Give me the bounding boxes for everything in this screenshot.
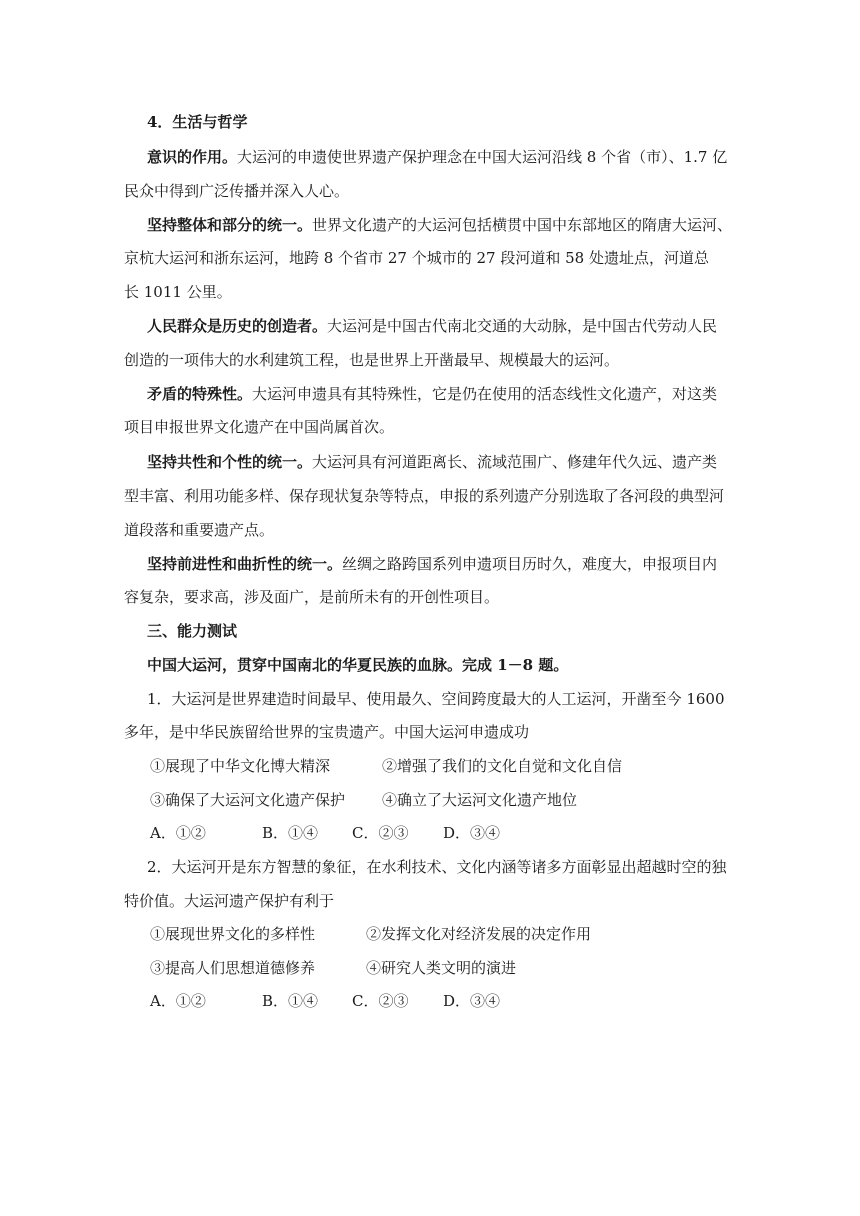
- paragraph-lead: 坚持前进性和曲折性的统一。: [147, 555, 343, 573]
- question-1-stem: 多年，是中华民族留给世界的宝贵遗产。中国大运河申遗成功: [124, 723, 530, 741]
- paragraph-text: 大运河申遗具有其特殊性，它是仍在使用的活态线性文化遗产，对这类: [252, 385, 718, 403]
- q2-option-2: ②发挥文化对经济发展的决定作用: [366, 925, 592, 943]
- paragraph-consciousness-line: [147, 147, 727, 167]
- paragraph-lead: 人民群众是历史的创造者。: [147, 317, 328, 335]
- paragraph-text: 民众中得到广泛传播并深入人心。: [124, 182, 350, 200]
- paragraph-people-creators-line: [147, 316, 717, 336]
- paragraph-text: 大运河是中国古代南北交通的大动脉，是中国古代劳动人民: [327, 317, 718, 335]
- paragraph-text: 丝绸之路跨国系列申遗项目历时久，难度大，申报项目内: [342, 555, 718, 573]
- paragraph-lead: 坚持整体和部分的统一。: [147, 216, 313, 234]
- paragraph-particularity-line: [147, 384, 717, 404]
- q2-choice-a[interactable]: A．①②: [150, 992, 206, 1010]
- q1-option-1: ①展现了中华文化博大精深: [150, 757, 331, 775]
- q2-option-1: ①展现世界文化的多样性: [150, 925, 316, 943]
- paragraph-text: 创造的一项伟大的水利建筑工程，也是世界上开凿最早、规模最大的运河。: [124, 351, 620, 369]
- paragraph-text: 容复杂，要求高，涉及面广，是前所未有的开创性项目。: [124, 588, 500, 606]
- paragraph-progress-line: [147, 554, 717, 574]
- q1-option-4: ④确立了大运河文化遗产地位: [382, 791, 578, 809]
- paragraph-text: 道段落和重要遗产点。: [124, 521, 275, 539]
- paragraph-lead: 矛盾的特殊性。: [147, 385, 253, 403]
- q1-option-2: ②增强了我们的文化自觉和文化自信: [382, 757, 623, 775]
- q2-choice-c[interactable]: C．②③: [352, 992, 409, 1010]
- paragraph-commonality-line: [147, 452, 717, 472]
- q1-option-3: ③确保了大运河文化遗产保护: [150, 791, 346, 809]
- paragraph-lead: 坚持共性和个性的统一。: [147, 453, 313, 471]
- q2-option-3: ③提高人们思想道德修养: [150, 959, 316, 977]
- q1-choice-a[interactable]: A．①②: [150, 824, 206, 842]
- q2-choice-d[interactable]: D．③④: [443, 992, 501, 1010]
- paragraph-text: 项目申报世界文化遗产在中国尚属首次。: [124, 418, 395, 436]
- paragraph-text: 型丰富、利用功能多样、保存现状复杂等特点，申报的系列遗产分别选取了各河段的典型河: [124, 487, 725, 505]
- section-heading-life-and-philosophy: 4．生活与哲学: [147, 113, 248, 131]
- paragraph-text: 长 1011 公里。: [124, 283, 232, 301]
- question-2-stem: 2．大运河开是东方智慧的象征，在水利技术、文化内涵等诸多方面彰显出超越时空的独: [147, 858, 727, 876]
- paragraph-text: 世界文化遗产的大运河包括横贯中国中东部地区的隋唐大运河、: [312, 216, 733, 234]
- paragraph-lead: 意识的作用。: [147, 148, 238, 166]
- paragraph-text: 京杭大运河和浙东运河，地跨 8 个省市 27 个城市的 27 段河道和 58 处遗址点，河道总: [124, 249, 709, 267]
- q1-choice-b[interactable]: B．①④: [262, 824, 319, 842]
- question-1-stem: 1．大运河是世界建造时间最早、使用最久、空间跨度最大的人工运河，开凿至今 1600: [147, 690, 725, 708]
- q2-choice-b[interactable]: B．①④: [262, 992, 319, 1010]
- paragraph-text: 大运河的申遗使世界遗产保护理念在中国大运河沿线 8 个省（市）、1.7 亿: [237, 148, 728, 166]
- section-heading-ability-test: 三、能力测试: [147, 622, 238, 640]
- question-2-stem: 特价值。大运河遗产保护有利于: [124, 892, 335, 910]
- q1-choice-d[interactable]: D．③④: [443, 824, 501, 842]
- paragraph-text: 大运河具有河道距离长、流域范围广、修建年代久远、遗产类: [312, 453, 718, 471]
- q2-option-4: ④研究人类文明的演进: [366, 959, 517, 977]
- test-intro: 中国大运河，贯穿中国南北的华夏民族的血脉。完成 1－8 题。: [147, 656, 569, 674]
- paragraph-whole-and-part-line: [147, 215, 732, 235]
- q1-choice-c[interactable]: C．②③: [352, 824, 409, 842]
